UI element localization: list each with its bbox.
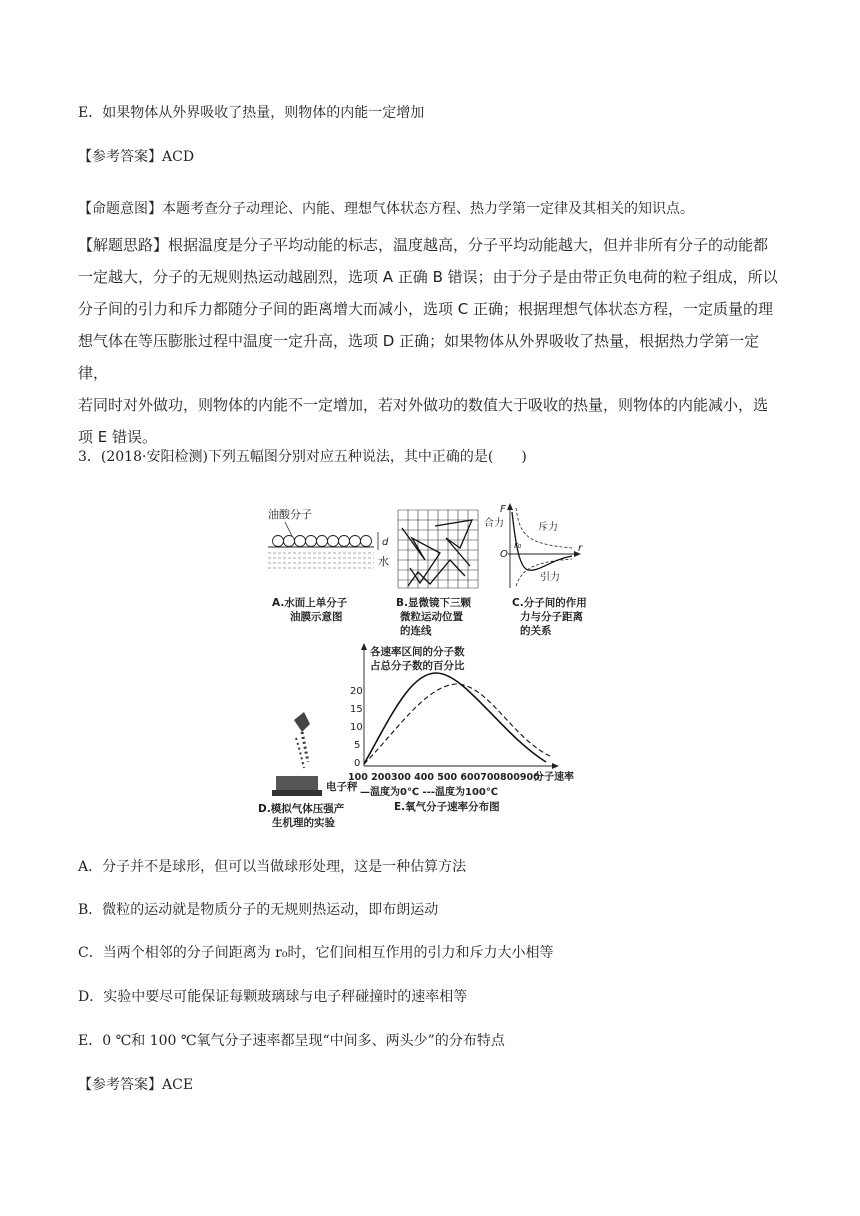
svg-text:微粒运动位置: 微粒运动位置 [400,611,463,623]
option-a: A．分子并不是球形，但可以当做球形处理，这是一种估算方法 [78,859,467,875]
svg-text:的连线: 的连线 [400,625,432,637]
panel-e-distribution [348,643,574,813]
e-legend: —温度为0℃ ---温度为100℃ [360,787,498,798]
svg-text:油膜示意图: 油膜示意图 [290,611,343,623]
option-c: C．当两个相邻的分子间距离为 r₀时，它们间相互作用的引力和斥力大小相等 [78,945,554,961]
solution-paragraph [78,229,778,453]
svg-text:合力: 合力 [484,518,504,529]
option-e: E．0 ℃和 100 ℃氧气分子速率都呈现“中间多、两头少”的分布特点 [78,1033,505,1049]
question-3: 3．(2018·安阳检测)下列五幅图分别对应五种说法，其中正确的是( ) [78,449,527,465]
svg-text:0: 0 [354,758,361,769]
svg-text:生机理的实验: 生机理的实验 [272,817,335,829]
answer-3: 【参考答案】ACE [78,1077,194,1093]
svg-text:E.氧气分子速率分布图: E.氧气分子速率分布图 [394,801,500,813]
option-b: B．微粒的运动就是物质分子的无规则热运动，即布朗运动 [78,902,439,918]
svg-text:C.分子间的作用: C.分子间的作用 [512,597,587,609]
solution-line: 项 E 错误。 [78,428,158,446]
solution-line: 分子间的引力和斥力都随分子间的距离增大而减小，选项 C 正确；根据理想气体状态方程，一定质量的理 [78,300,774,318]
svg-text:10: 10 [350,722,363,733]
intent-text: 【命题意图】本题考查分子动理论、内能、理想气体状态方程、热力学第一定律及其相关的知识点。 [78,201,694,217]
option-e-text: E．如果物体从外界吸收了热量，则物体的内能一定增加 [78,105,425,121]
svg-text:油酸分子: 油酸分子 [268,508,312,521]
svg-text:占总分子数的百分比: 占总分子数的百分比 [370,660,465,672]
svg-text:F: F [500,504,506,515]
panel-a-monolayer [268,507,389,623]
svg-text:B.显微镜下三颗: B.显微镜下三颗 [396,597,471,609]
svg-text:20: 20 [350,686,363,697]
svg-text:引力: 引力 [540,572,560,583]
e-x-ticks: 100 200300 400 500 600700800900 [348,772,540,783]
e-y-ticks [350,686,363,769]
answer-1: 【参考答案】ACD [78,149,195,165]
question-figure [250,498,630,838]
svg-text:力与分子距离: 力与分子距离 [520,611,583,623]
option-d: D．实验中要尽可能保证每颗玻璃球与电子秤碰撞时的速率相等 [78,989,468,1005]
scale-label: 电子秤 [326,781,358,793]
svg-text:5: 5 [354,740,361,751]
svg-text:的关系: 的关系 [520,625,552,637]
panel-b-brownian [396,510,478,637]
svg-text:O: O [500,549,508,560]
panel-c-force-graph [484,503,587,637]
svg-text:斥力: 斥力 [538,522,558,533]
panel-d-experiment [258,712,361,829]
solution-line: 一定越大，分子的无规则热运动越剧烈，选项 A 正确 B 错误；由于分子是由带正负电荷的粒子组成，所以 [78,268,778,286]
svg-text:r: r [578,543,583,554]
svg-text:A.水面上单分子: A.水面上单分子 [272,597,348,609]
molecule-row [273,536,372,547]
svg-text:水: 水 [378,555,389,568]
solution-line: 若同时对外做功，则物体的内能不一定增加，若对外做功的数值大于吸收的热量，则物体的内能减小，选 [78,396,769,414]
solution-line: 【解题思路】根据温度是分子平均动能的标志，温度越高，分子平均动能越大，但并非所有分子的动能都 [78,236,769,254]
svg-text:d: d [382,537,389,548]
svg-text:r₀: r₀ [514,541,522,551]
svg-text:15: 15 [350,704,363,715]
solution-line: 想气体在等压膨胀过程中温度一定升高，选项 D 正确；如果物体从外界吸收了热量，根据热力学第一定律， [78,332,760,382]
svg-text:各速率区间的分子数: 各速率区间的分子数 [370,646,465,658]
e-x-label: 分子速率 [534,772,574,783]
svg-text:D.模拟气体压强产: D.模拟气体压强产 [258,803,345,815]
